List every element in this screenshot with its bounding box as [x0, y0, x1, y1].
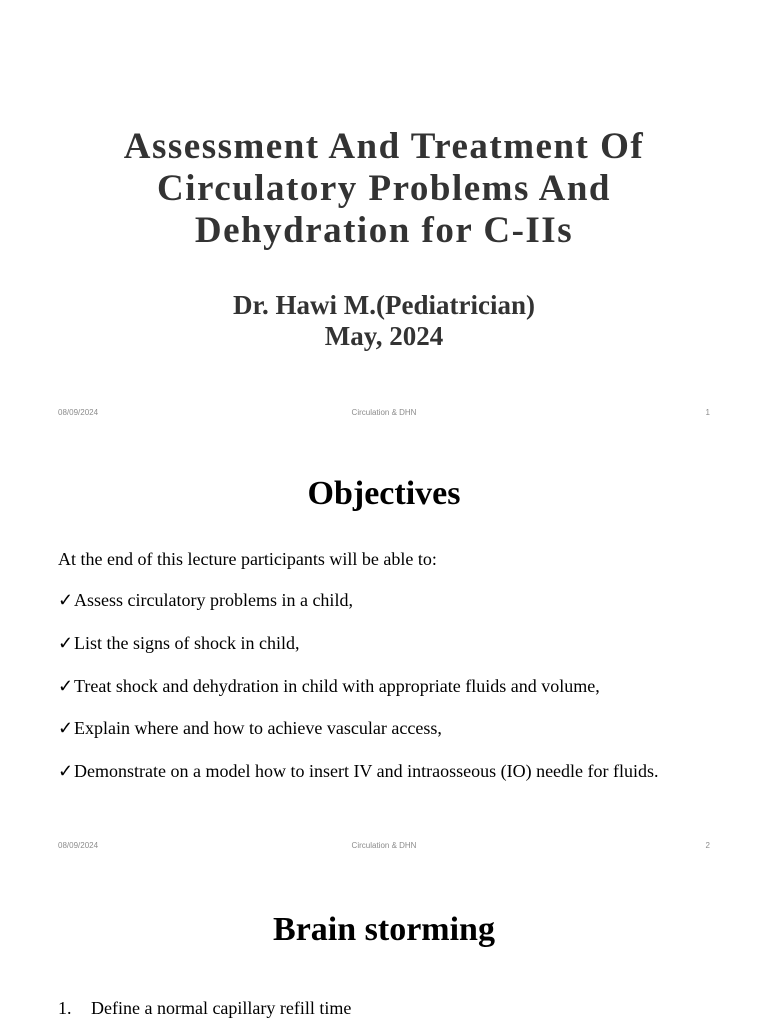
- list-item-text: Treat shock and dehydration in child with appropriate fluids and volume,: [74, 675, 600, 696]
- checkmark-icon: ✓: [58, 590, 74, 610]
- list-item-number: 1.: [58, 998, 72, 1018]
- slide-objectives: [0, 432, 768, 864]
- title-line: Dehydration for C-IIs: [194, 210, 574, 251]
- list-item: [58, 717, 659, 760]
- presentation-date: May, 2024: [324, 321, 444, 351]
- footer-date: 08/09/2024: [58, 408, 99, 417]
- checkmark-icon: ✓: [58, 632, 74, 653]
- slide-title: [0, 0, 768, 432]
- list-item-text: Explain where and how to achieve vascular access,: [74, 718, 442, 739]
- checkmark-icon: ✓: [58, 761, 74, 782]
- objectives-intro: At the end of this lecture participants will be able to:: [58, 549, 437, 569]
- presenter-block: [0, 290, 768, 352]
- list-item: [58, 675, 659, 718]
- presentation-title: [0, 126, 768, 252]
- slide-heading: Objectives: [307, 475, 461, 512]
- objectives-list: [58, 589, 659, 803]
- list-item: [58, 589, 659, 632]
- list-item-text: Define a normal capillary refill time: [91, 998, 352, 1018]
- checkmark-icon: ✓: [58, 675, 74, 696]
- slide-brainstorming: [0, 864, 768, 1024]
- question-list: [58, 997, 351, 1019]
- footer-page-number: 2: [705, 841, 710, 850]
- footer-page-number: 1: [705, 408, 710, 417]
- title-line: Assessment And Treatment Of: [123, 126, 645, 167]
- footer-title: Circulation & DHN: [351, 841, 417, 850]
- presenter-name: Dr. Hawi M.(Pediatrician): [233, 290, 535, 320]
- footer-title: Circulation & DHN: [351, 408, 417, 417]
- list-item: [58, 632, 659, 675]
- title-line: Circulatory Problems And: [157, 168, 611, 209]
- slide-heading: Brain storming: [273, 911, 495, 948]
- footer-date: 08/09/2024: [58, 841, 99, 850]
- list-item: [58, 997, 351, 1019]
- checkmark-icon: ✓: [58, 718, 74, 739]
- list-item-text: Assess circulatory problems in a child,: [74, 590, 353, 610]
- list-item-text: Demonstrate on a model how to insert IV and intraosseous (IO) needle for fluids.: [74, 761, 659, 782]
- list-item: [58, 760, 659, 803]
- list-item-text: List the signs of shock in child,: [74, 632, 300, 653]
